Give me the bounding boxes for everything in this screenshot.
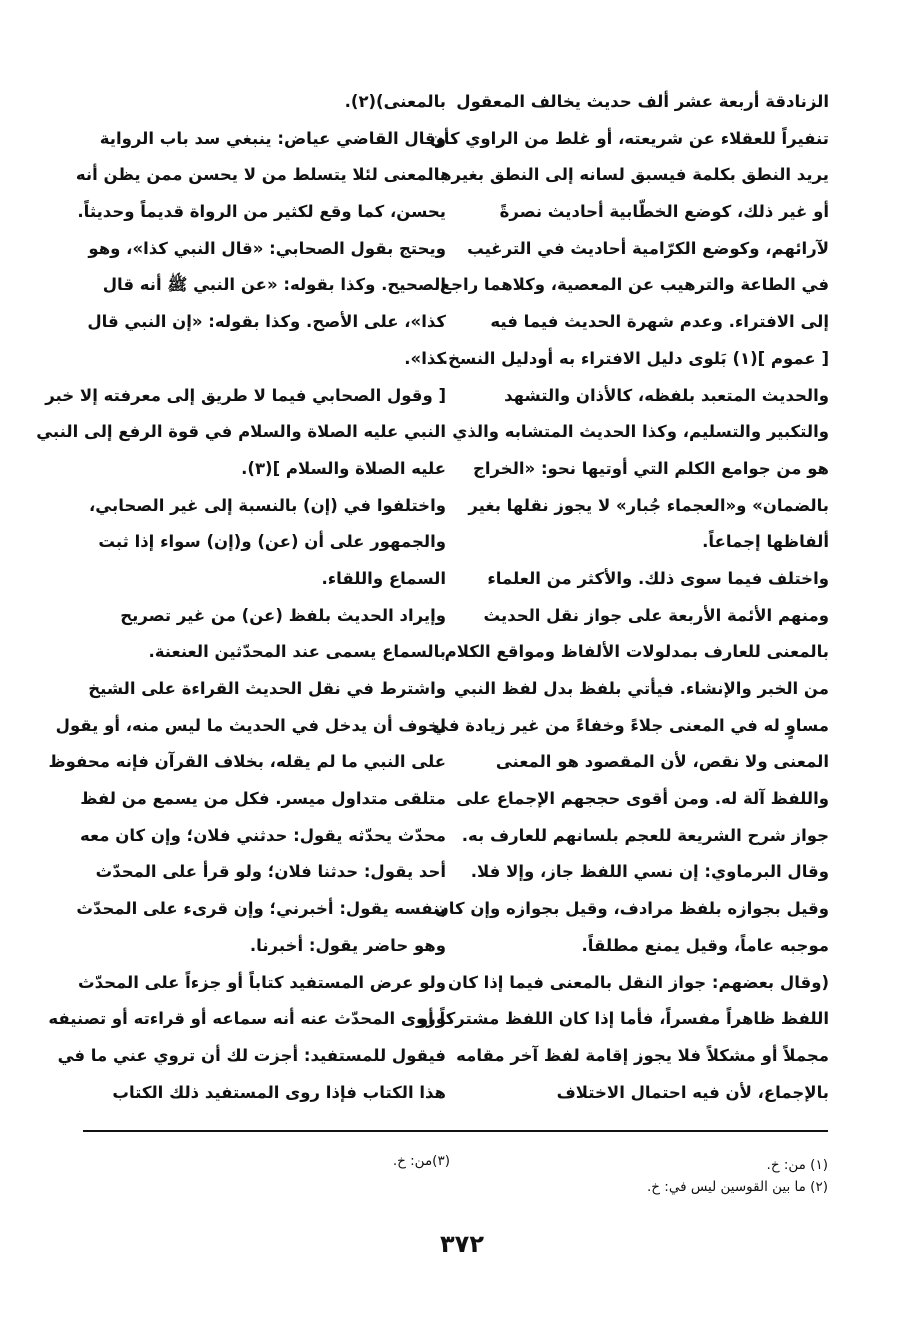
footnote-divider xyxy=(83,1130,828,1132)
text-line: لآرائهم، وكوضع الكرّامية أحاديث في الترغيب xyxy=(467,238,829,258)
text-line: بالإجماع، لأن فيه احتمال الاختلاف xyxy=(556,1082,829,1102)
footnotes-left xyxy=(250,1150,450,1172)
text-line: المعنى ولا نقص، لأن المقصود هو المعنى xyxy=(495,752,829,772)
text-line: وقيل بجوازه بلفظ مرادف، وقيل بجوازه وإن كان xyxy=(434,899,829,919)
text-line: على النبي ما لم يقله، بخلاف القرآن فإنه محفوظ xyxy=(48,752,446,772)
text-line: جواز شرح الشريعة للعجم بلسانهم للعارف به. xyxy=(461,825,829,845)
text-line: ألفاظها إجماعاً. xyxy=(702,532,829,552)
text-line: الصحيح. وكذا بقوله: «عن النبي ﷺ أنه قال xyxy=(102,275,446,295)
footnote: (٣)من: خ. xyxy=(392,1153,450,1169)
text-line: وهو حاضر يقول: أخبرنا. xyxy=(249,935,446,955)
text-line: في الطاعة والترهيب عن المعصية، وكلاهما راجع xyxy=(439,275,829,295)
text-line: والتكبير والتسليم، وكذا الحديث المتشابه والذي xyxy=(452,422,829,442)
text-line: بالسماع يسمى عند المحدّثين العنعنة. xyxy=(148,642,446,662)
text-line: لخوف أن يدخل في الحديث ما ليس منه، أو يقول xyxy=(55,715,446,735)
text-line: ومنهم الأئمة الأربعة على جواز نقل الحديث xyxy=(483,605,829,625)
text-line: والجمهور على أن (عن) و(إن) سواء إذا ثبت xyxy=(98,532,446,552)
text-line: واشترط في نقل الحديث القراءة على الشيخ xyxy=(88,679,446,698)
text-line: مجملاً أو مشكلاً فلا يجوز إقامة لفظ آخر مقامه xyxy=(456,1045,829,1065)
text-line: بالمعنى للعارف بمدلولات الألفاظ ومواقع الكلام xyxy=(444,642,829,662)
text-line: بالمعنى لئلا يتسلط من لا يحسن ممن يظن أنه xyxy=(75,165,446,185)
footnote: (١) من: خ. xyxy=(766,1157,828,1173)
text-line: مساوٍ له في المعنى جلاءً وخفاءً من غير زيادة في xyxy=(432,715,829,735)
footnotes-right xyxy=(520,1154,828,1198)
text-line: كذا»، على الأصح. وكذا بقوله: «إن النبي قال xyxy=(87,312,446,332)
text-line: أحد يقول: حدثنا فلان؛ ولو قرأ على المحدّث xyxy=(95,862,446,882)
footnote: (٢) ما بين القوسين ليس في: خ. xyxy=(646,1179,828,1195)
text-line: اللفظ ظاهراً مفسراً، فأما إذا كان اللفظ مشتركاً أو xyxy=(417,1009,829,1029)
text-line: السماع واللقاء. xyxy=(321,568,446,588)
text-line: موجبه عاماً، وقيل يمنع مطلقاً. xyxy=(581,935,829,955)
left-text-column xyxy=(36,84,446,1111)
text-line: الزنادقة أربعة عشر ألف حديث يخالف المعقول xyxy=(456,92,829,111)
text-line: وقال القاضي عياض: ينبغي سد باب الرواية xyxy=(99,128,446,148)
text-line: والحديث المتعبد بلفظه، كالأذان والتشهد xyxy=(504,385,829,405)
text-line: من الخبر والإنشاء. فيأتي بلفظ بدل لفظ النبي xyxy=(454,679,829,698)
text-line: واللفظ آلة له. ومن أقوى حججهم الإجماع على xyxy=(456,789,829,809)
text-line: هو من جوامع الكلم التي أوتيها نحو: «الخراج xyxy=(472,458,829,478)
text-line: أو غير ذلك، كوضع الخطّابية أحاديث نصرةً xyxy=(499,202,829,222)
text-line: ويحتج بقول الصحابي: «قال النبي كذا»، وهو xyxy=(88,238,446,258)
text-line: عليه الصلاة والسلام ](٣). xyxy=(241,458,446,478)
page-number: ٣٧٢ xyxy=(440,1230,484,1258)
text-line: يريد النطق بكلمة فيسبق لسانه إلى النطق بغيرها. xyxy=(427,165,829,185)
text-line: محدّث يحدّثه يقول: حدثني فلان؛ وإن كان معه xyxy=(79,825,446,845)
text-line: واختلف فيما سوى ذلك. والأكثر من العلماء xyxy=(487,568,829,588)
text-line: بالضمان» و«العجماء جُبار» لا يجوز نقلها بغير xyxy=(468,495,829,515)
text-line: [ عموم ](١) بَلوى دليل الافتراء به أودليل النسخ. xyxy=(441,348,829,368)
text-line: تنفيراً للعقلاء عن شريعته، أو غلط من الراوي كأن xyxy=(429,128,829,148)
text-line: [ وقول الصحابي فيما لا طريق إلى معرفته إلا خبر xyxy=(45,385,446,405)
text-line: بالمعنى)(٢). xyxy=(344,92,446,111)
text-line: فيقول للمستفيد: أجزت لك أن تروي عني ما في xyxy=(57,1045,446,1065)
text-line: النبي عليه الصلاة والسلام في قوة الرفع إلى النبي xyxy=(36,422,446,442)
text-line: إلى الافتراء. وعدم شهرة الحديث فيما فيه xyxy=(490,312,829,332)
text-line: وروى المحدّث عنه أنه سماعه أو قراءته أو تصنيفه xyxy=(48,1009,446,1029)
text-line: متلقى متداول ميسر. فكل من يسمع من لفظ xyxy=(80,789,446,809)
text-line: هذا الكتاب فإذا روى المستفيد ذلك الكتاب xyxy=(112,1082,446,1102)
text-line: بنفسه يقول: أخبرني؛ وإن قرىء على المحدّث xyxy=(76,899,446,919)
text-line: وقال البرماوي: إن نسي اللفظ جاز، وإلا فلا. xyxy=(470,862,829,882)
text-line: ولو عرض المستفيد كتاباً أو جزءاً على المحدّث xyxy=(77,972,446,992)
text-line: يحسن، كما وقع لكثير من الرواة قديماً وحديثاً. xyxy=(77,202,446,222)
right-text-column xyxy=(417,84,829,1111)
text-line: كذا». xyxy=(404,348,446,368)
text-line: (وقال بعضهم: جواز النقل بالمعنى فيما إذا كان xyxy=(448,972,829,992)
text-line: وإيراد الحديث بلفظ (عن) من غير تصريح xyxy=(120,605,446,625)
text-line: واختلفوا في (إن) بالنسبة إلى غير الصحابي، xyxy=(89,495,446,515)
